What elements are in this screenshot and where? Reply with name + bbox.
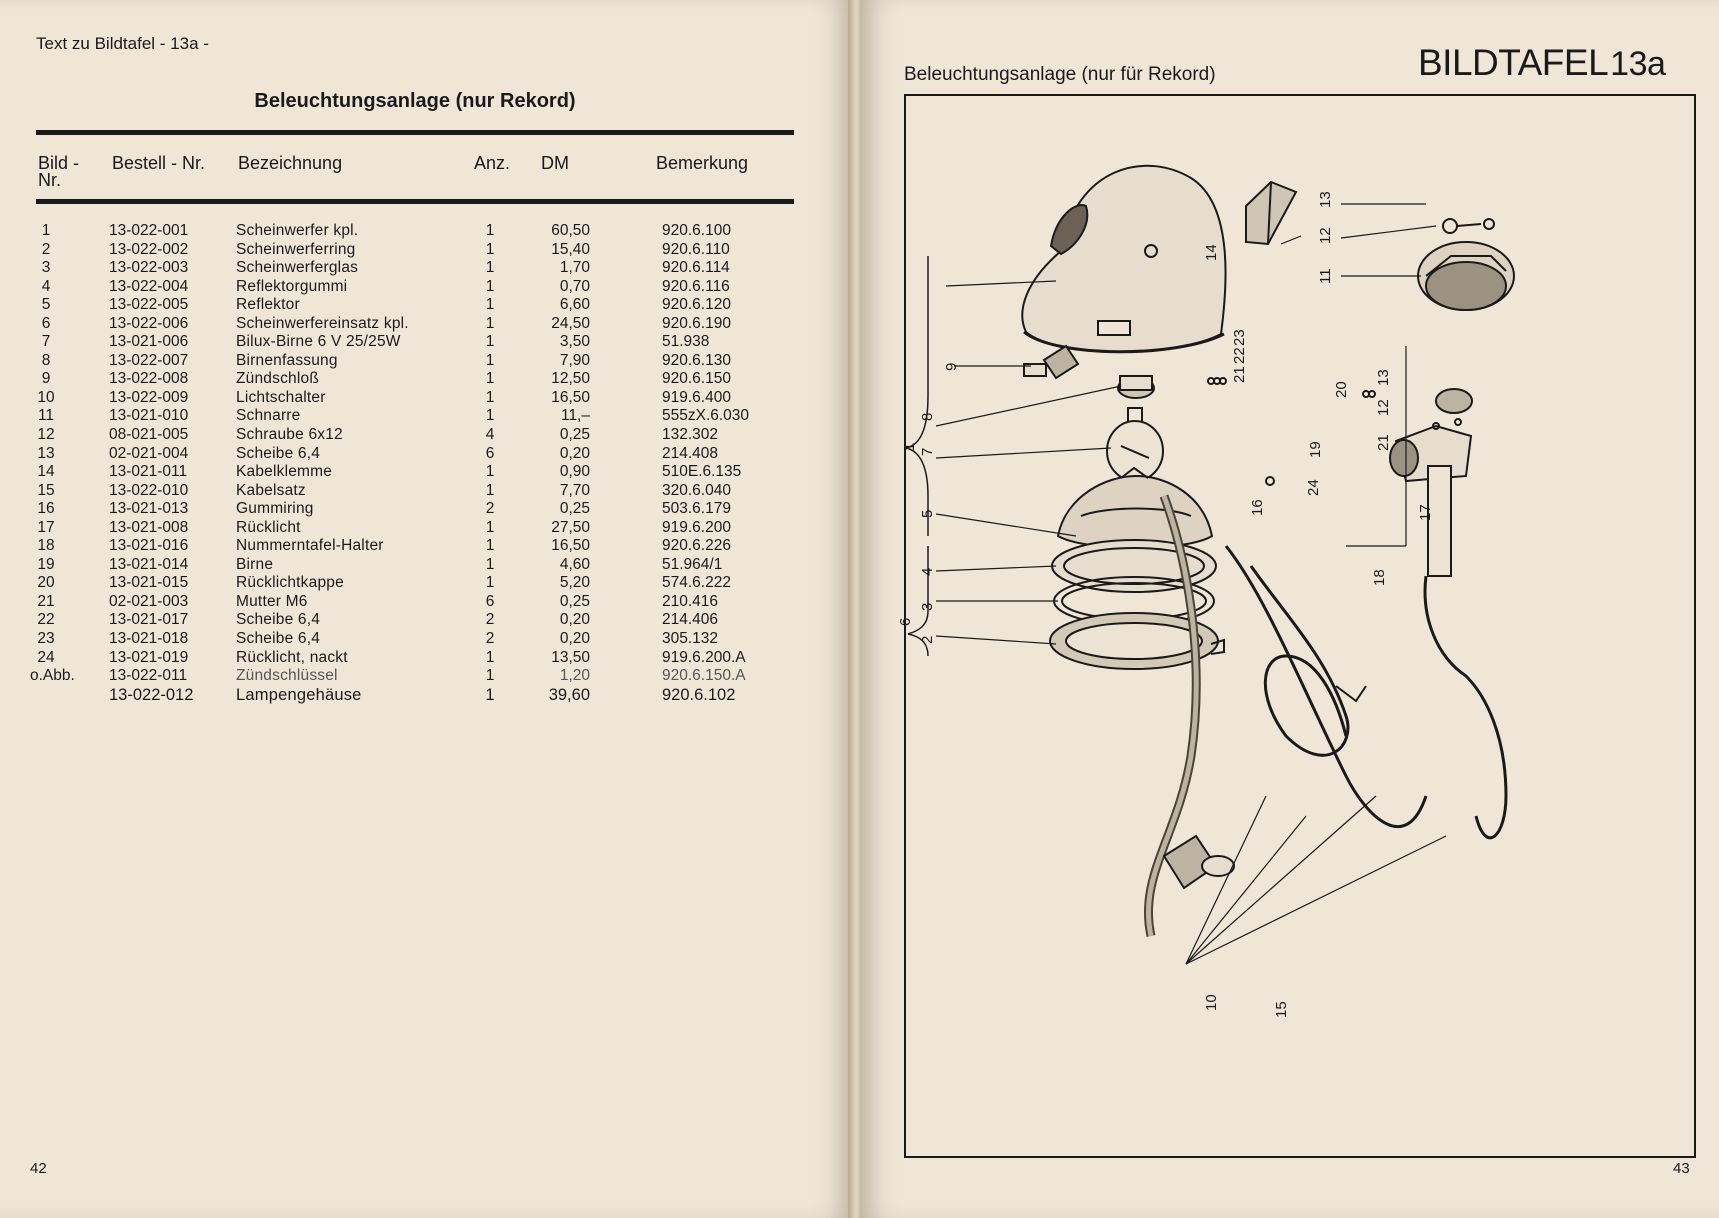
cell-bemerkung: 920.6.114 <box>662 259 730 277</box>
table-row <box>0 463 852 482</box>
cell-anz: 6 <box>485 444 495 462</box>
cell-bemerkung: 920.6.150.A <box>662 667 746 685</box>
cell-bemerkung: 920.6.226 <box>662 537 731 555</box>
parts-table <box>0 222 852 704</box>
table-row <box>0 630 852 649</box>
cell-dm: 0,90 <box>559 463 590 481</box>
header-bestell: Bestell - Nr. <box>112 153 206 173</box>
cell-bild: 12 <box>37 426 55 444</box>
page-number-right: 43 <box>1673 1160 1690 1177</box>
cell-bezeichnung: Scheibe 6,4 <box>236 444 321 462</box>
cell-dm: 1,70 <box>559 259 590 277</box>
cell-dm: 0,25 <box>559 500 590 518</box>
bulb-socket-icon <box>1118 376 1154 398</box>
cell-bemerkung: 503.6.179 <box>662 500 731 518</box>
cell-bezeichnung: Bilux-Birne 6 V 25/25W <box>236 333 401 351</box>
callout-21b: 21 <box>1375 434 1392 451</box>
table-row <box>0 574 852 593</box>
table-row <box>0 426 852 445</box>
callout-4: 4 <box>919 567 936 576</box>
cell-anz: 1 <box>485 351 495 369</box>
cell-bemerkung: 919.6.400 <box>662 388 731 406</box>
cell-bestell-nr: 13-021-014 <box>109 555 189 573</box>
cell-bezeichnung: Scheinwerfer kpl. <box>236 222 359 239</box>
callout-12b: 12 <box>1375 399 1392 416</box>
cell-anz: 1 <box>485 388 495 406</box>
table-row <box>0 519 852 538</box>
cell-anz: 1 <box>485 259 495 277</box>
table-row <box>0 537 852 556</box>
cell-anz: 1 <box>485 481 495 499</box>
ignition-switch-icon <box>1024 346 1078 378</box>
cell-bestell-nr: 13-021-017 <box>109 611 189 629</box>
cell-bild: 17 <box>37 518 55 536</box>
callout-8: 8 <box>919 412 936 421</box>
cell-bezeichnung: Zündschlüssel <box>236 667 338 685</box>
cell-dm: 15,40 <box>551 240 590 258</box>
cell-bemerkung: 920.6.110 <box>662 240 730 258</box>
cell-dm: 3,50 <box>559 333 590 351</box>
plate-title <box>1418 42 1665 84</box>
cell-bestell-nr: 13-021-013 <box>109 500 189 518</box>
cell-dm: 60,50 <box>551 222 590 239</box>
cell-anz: 1 <box>485 314 495 332</box>
cell-bestell-nr: 02-021-003 <box>109 592 189 610</box>
callout-13: 13 <box>1317 191 1334 208</box>
table-row <box>0 241 852 260</box>
cell-bemerkung: 919.6.200.A <box>662 648 746 666</box>
cell-bezeichnung: Scheinwerferring <box>236 240 356 258</box>
cell-bezeichnung: Rücklicht, nackt <box>236 648 348 666</box>
callout-5: 5 <box>919 509 936 518</box>
cell-bezeichnung: Scheibe 6,4 <box>236 630 321 648</box>
cell-bemerkung: 920.6.120 <box>662 296 731 314</box>
cell-bild: 7 <box>41 333 51 351</box>
cell-bestell-nr: 13-021-019 <box>109 648 189 666</box>
table-row <box>0 222 852 241</box>
cell-bild: 2 <box>41 240 51 258</box>
cell-bemerkung: 51.964/1 <box>662 555 723 573</box>
cell-bestell-nr: 13-021-011 <box>109 463 188 481</box>
cell-bestell-nr: 13-022-012 <box>109 685 194 704</box>
callout-13b: 13 <box>1375 369 1392 386</box>
cell-bezeichnung: Scheinwerferglas <box>236 259 359 277</box>
table-row <box>0 352 852 371</box>
cell-bemerkung: 305.132 <box>662 630 719 648</box>
cell-bemerkung: 320.6.040 <box>662 481 731 499</box>
cell-bezeichnung: Reflektor <box>236 296 300 314</box>
cell-anz: 1 <box>485 277 495 295</box>
plate-number: 13a <box>1610 45 1666 83</box>
page-title: Beleuchtungsanlage (nur Rekord) <box>254 90 576 112</box>
cell-bild: 19 <box>37 555 55 573</box>
reflector-icon <box>1058 468 1212 548</box>
callout-6: 6 <box>897 617 914 626</box>
callout-1: 1 <box>901 442 918 451</box>
cell-dm: 0,20 <box>559 444 590 462</box>
cell-bemerkung: 210.416 <box>662 592 719 610</box>
table-row <box>0 556 852 575</box>
cell-bild: 20 <box>37 574 55 592</box>
table-row <box>0 278 852 297</box>
cell-bestell-nr: 13-022-008 <box>109 370 189 388</box>
cell-bild: 15 <box>37 481 55 499</box>
cell-bezeichnung: Lampengehäuse <box>236 685 362 704</box>
cell-dm: 0,20 <box>559 630 590 648</box>
cell-bezeichnung: Birne <box>236 555 274 573</box>
cell-bestell-nr: 13-022-009 <box>109 388 189 406</box>
cell-anz: 1 <box>485 518 495 536</box>
cell-bemerkung: 920.6.116 <box>662 277 730 295</box>
table-row <box>0 686 852 705</box>
cell-bestell-nr: 02-021-004 <box>109 444 189 462</box>
cell-bezeichnung: Schnarre <box>236 407 301 425</box>
cell-dm: 16,50 <box>551 537 590 555</box>
cell-bezeichnung: Reflektorgummi <box>236 277 348 295</box>
cell-bezeichnung: Gummiring <box>236 500 314 518</box>
header-bild: Bild - Nr. <box>38 153 80 190</box>
callout-14: 14 <box>1203 244 1220 261</box>
cell-bezeichnung: Rücklicht <box>236 518 301 536</box>
cell-anz: 1 <box>485 333 495 351</box>
cell-anz: 4 <box>485 426 495 444</box>
cell-bestell-nr: 13-022-007 <box>109 351 189 369</box>
table-row <box>0 370 852 389</box>
cell-bestell-nr: 13-021-008 <box>109 518 189 536</box>
cell-bestell-nr: 13-022-011 <box>109 667 188 685</box>
cell-dm: 7,70 <box>559 481 590 499</box>
callout-18: 18 <box>1371 569 1388 586</box>
cable-clamp-icon <box>1246 182 1296 244</box>
cell-bemerkung: 919.6.200 <box>662 518 731 536</box>
table-row <box>0 649 852 668</box>
cell-anz: 1 <box>485 667 495 685</box>
cell-anz: 2 <box>485 630 495 648</box>
plate-reference: Text zu Bildtafel - 13a - <box>36 34 209 53</box>
cell-bestell-nr: 13-022-005 <box>109 296 189 314</box>
table-row <box>0 500 852 519</box>
table-row <box>0 445 852 464</box>
cell-bild: 4 <box>41 277 51 295</box>
cell-bestell-nr: 13-022-001 <box>109 222 189 239</box>
cell-dm: 1,20 <box>559 667 590 685</box>
header-anz: Anz. <box>474 153 511 173</box>
cell-dm: 5,20 <box>559 574 590 592</box>
cell-anz: 1 <box>485 555 495 573</box>
callout-12: 12 <box>1317 227 1334 244</box>
cell-bestell-nr: 08-021-005 <box>109 426 189 444</box>
cell-bild: 3 <box>41 259 51 277</box>
table-row <box>0 667 852 686</box>
callout-9: 9 <box>943 362 960 371</box>
cell-bild: 6 <box>41 314 51 332</box>
cell-bestell-nr: 13-021-010 <box>109 407 189 425</box>
cell-bild: 5 <box>41 296 51 314</box>
table-row <box>0 333 852 352</box>
callout-17: 17 <box>1417 504 1434 521</box>
cell-dm: 13,50 <box>551 648 590 666</box>
cell-bezeichnung: Schraube 6x12 <box>236 426 343 444</box>
table-row <box>0 407 852 426</box>
header-dm: DM <box>541 153 569 173</box>
cell-dm: 39,60 <box>548 685 590 704</box>
cell-dm: 0,70 <box>559 277 590 295</box>
cell-dm: 27,50 <box>551 518 590 536</box>
cell-anz: 1 <box>485 407 495 425</box>
callout-19: 19 <box>1307 441 1324 458</box>
cell-bezeichnung: Nummerntafel-Halter <box>236 537 384 555</box>
cell-bemerkung: 920.6.100 <box>662 222 731 239</box>
cell-dm: 11,– <box>560 407 590 425</box>
taillight-icon <box>1390 389 1472 576</box>
cell-dm: 4,60 <box>559 555 590 573</box>
cell-bild: 13 <box>37 444 55 462</box>
cell-bestell-nr: 13-021-015 <box>109 574 189 592</box>
cell-anz: 1 <box>485 370 495 388</box>
cell-anz: 1 <box>485 574 495 592</box>
cell-bild: 16 <box>37 500 55 518</box>
cell-bemerkung: 920.6.150 <box>662 370 731 388</box>
callout-11: 11 <box>1317 268 1334 284</box>
cell-anz: 1 <box>485 222 495 239</box>
callout-2: 2 <box>919 635 936 644</box>
cell-dm: 0,25 <box>559 592 590 610</box>
table-row <box>0 611 852 630</box>
horn-icon <box>1418 219 1514 310</box>
cell-anz: 1 <box>485 537 495 555</box>
cell-bild: 22 <box>37 611 55 629</box>
exploded-parts-drawing <box>897 96 1692 1152</box>
cell-bild: o.Abb. <box>30 667 75 685</box>
cell-bemerkung: 214.406 <box>662 611 719 629</box>
cell-bezeichnung: Birnenfassung <box>236 351 338 369</box>
cell-bestell-nr: 13-021-006 <box>109 333 189 351</box>
table-header-rule <box>36 199 794 204</box>
cell-bestell-nr: 13-022-010 <box>109 481 189 499</box>
table-row <box>0 315 852 334</box>
cell-bemerkung: 51.938 <box>662 333 710 351</box>
cell-bild: 11 <box>37 407 55 425</box>
cell-bezeichnung: Scheibe 6,4 <box>236 611 321 629</box>
cell-dm: 24,50 <box>551 314 590 332</box>
cell-dm: 12,50 <box>551 370 590 388</box>
cell-bemerkung: 510E.6.135 <box>662 463 742 481</box>
cell-anz: 1 <box>485 685 495 704</box>
cell-bestell-nr: 13-021-018 <box>109 630 189 648</box>
callout-24: 24 <box>1305 479 1322 496</box>
cell-bemerkung: 574.6.222 <box>662 574 731 592</box>
cell-bezeichnung: Mutter M6 <box>236 592 308 610</box>
cell-dm: 0,20 <box>559 611 590 629</box>
cell-bestell-nr: 13-022-004 <box>109 277 189 295</box>
header-bemerkung: Bemerkung <box>656 153 749 173</box>
cell-bild: 1 <box>41 222 51 239</box>
cell-bild: 10 <box>37 388 55 406</box>
callout-20: 20 <box>1333 381 1350 398</box>
cell-bild: 21 <box>37 592 55 610</box>
callout-7: 7 <box>919 447 936 456</box>
cell-anz: 2 <box>485 500 495 518</box>
cell-bestell-nr: 13-022-002 <box>109 240 189 258</box>
headlamp-housing-icon <box>1022 166 1225 352</box>
callout-16: 16 <box>1249 499 1266 516</box>
cell-bezeichnung: Lichtschalter <box>236 388 326 406</box>
bulb-icon <box>1107 408 1163 481</box>
cell-bezeichnung: Zündschloß <box>236 370 319 388</box>
table-row <box>0 296 852 315</box>
plate-title-word: BILDTAFEL <box>1418 42 1609 83</box>
cell-bezeichnung: Kabelsatz <box>236 481 306 499</box>
cell-anz: 1 <box>485 648 495 666</box>
callout-22: 22 <box>1231 347 1248 364</box>
cell-dm: 6,60 <box>559 296 590 314</box>
cell-bezeichnung: Rücklichtkappe <box>236 574 344 592</box>
cell-bemerkung: 132.302 <box>662 426 719 444</box>
callout-23: 23 <box>1231 329 1248 346</box>
table-row <box>0 593 852 612</box>
cell-dm: 0,25 <box>559 426 590 444</box>
light-switch-icon <box>1164 836 1234 888</box>
cell-bild: 14 <box>37 463 55 481</box>
cell-anz: 6 <box>485 592 495 610</box>
callout-10: 10 <box>1203 994 1220 1011</box>
page-number-left: 42 <box>30 1160 47 1177</box>
cell-anz: 1 <box>485 240 495 258</box>
cell-dm: 7,90 <box>559 351 590 369</box>
cell-bild: 18 <box>37 537 55 555</box>
cell-bezeichnung: Kabelklemme <box>236 463 333 481</box>
cell-anz: 1 <box>485 463 495 481</box>
cell-bemerkung: 920.6.130 <box>662 351 731 369</box>
left-page <box>0 0 852 1218</box>
cell-bestell-nr: 13-021-016 <box>109 537 189 555</box>
table-row <box>0 389 852 408</box>
cell-bild: 9 <box>41 370 51 388</box>
cell-anz: 2 <box>485 611 495 629</box>
cell-bild: 8 <box>41 351 51 369</box>
plate-caption: Beleuchtungsanlage (nur für Rekord) <box>904 64 1216 85</box>
cell-anz: 1 <box>485 296 495 314</box>
callout-21: 21 <box>1231 366 1248 383</box>
cell-bemerkung: 920.6.190 <box>662 314 731 332</box>
cell-bemerkung: 920.6.102 <box>662 685 736 704</box>
callout-3: 3 <box>919 602 936 611</box>
table-top-rule <box>36 130 794 135</box>
cell-bezeichnung: Scheinwerfereinsatz kpl. <box>236 314 409 332</box>
cell-bemerkung: 555zX.6.030 <box>662 407 750 425</box>
callout-15: 15 <box>1273 1001 1290 1018</box>
table-row <box>0 482 852 501</box>
cell-dm: 16,50 <box>551 388 590 406</box>
header-bezeichnung: Bezeichnung <box>238 153 343 173</box>
cell-bemerkung: 214.408 <box>662 444 719 462</box>
cell-bild: 24 <box>37 648 55 666</box>
cell-bestell-nr: 13-022-003 <box>109 259 189 277</box>
cell-bild: 23 <box>37 630 55 648</box>
cell-bestell-nr: 13-022-006 <box>109 314 189 332</box>
table-row <box>0 259 852 278</box>
